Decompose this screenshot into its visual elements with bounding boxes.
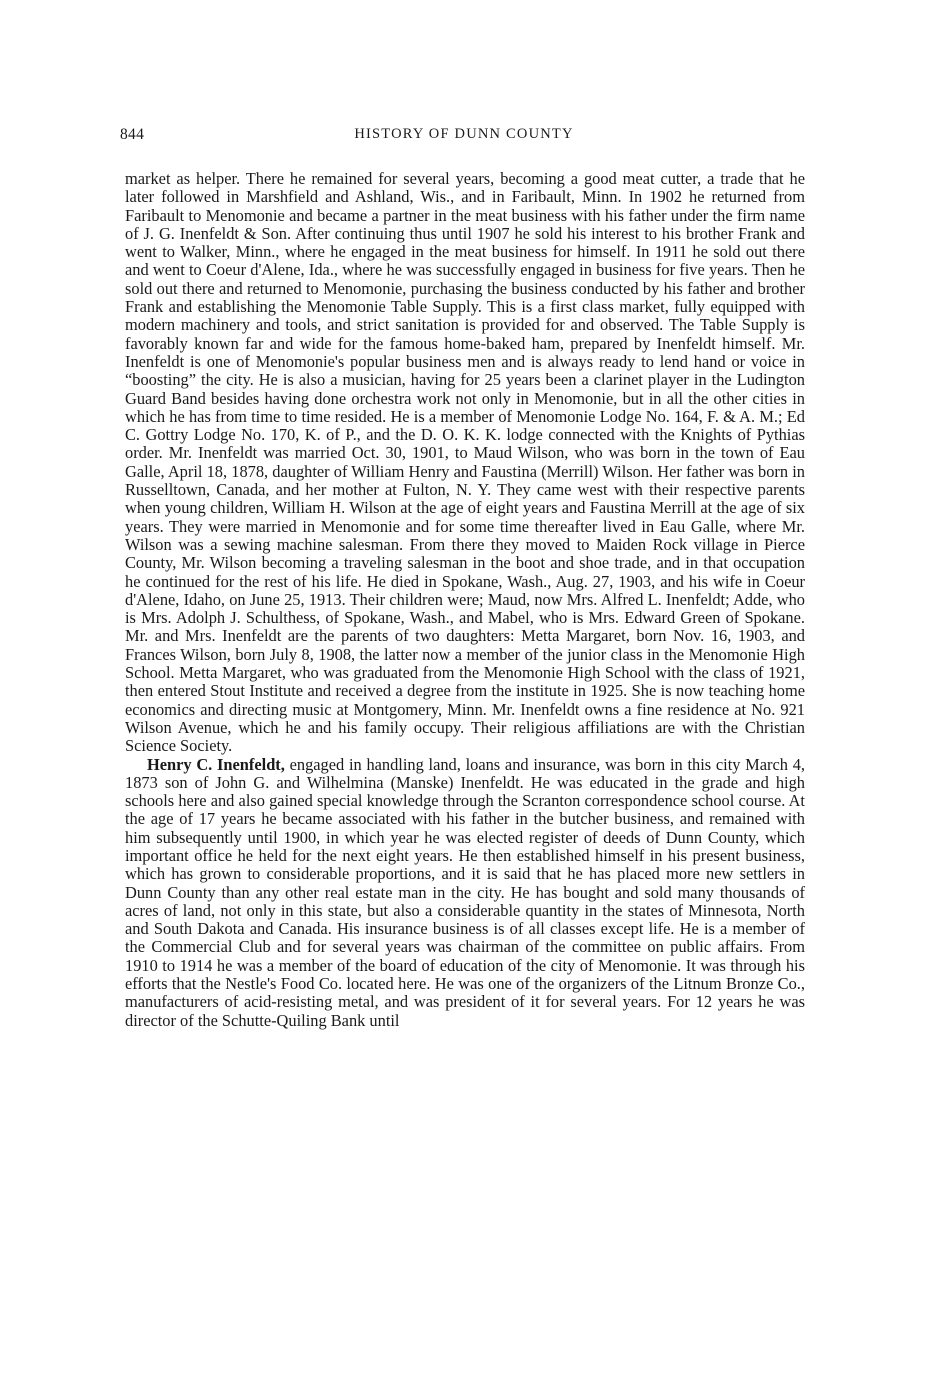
page-number: 844 xyxy=(120,126,145,143)
body-text xyxy=(125,170,805,1030)
biography-paragraph-henry-inenfeldt xyxy=(125,756,805,1030)
page-header xyxy=(120,126,808,150)
paragraph-text: engaged in handling land, loans and insurance, was born in this city March 4, 1873 son of John G. and Wilhelmina (Manske) Inenfeldt. He was educated in the grade and high schools here and also gained special knowledge through the Scranton correspondence school course. At the age of 17 years he became associated with his father in the butcher business, and remained with him subsequently until 1900, in which year he was elected register of deeds of Dunn County, which important office he held for the next eight years. He then established himself in his present business, which has grown to considerable proportions, and it is said that he has placed more new settlers in Dunn County than any other real estate man in the city. He has bought and sold many thousands of acres of land, not only in this state, but also a considerable quantity in the states of Minnesota, North and South Dakota and Canada. His insurance business is of all classes except life. He is a member of the Commercial Club and for several years was chairman of the committee on public affairs. From 1910 to 1914 he was a member of the board of education of the city of Menomonie. It was through his efforts that the Nestle's Food Co. located here. He was one of the organizers of the Litnum Bronze Co., manufacturers of acid-resisting metal, and was president of it for several years. For 12 years he was director of the Schutte-Quiling Bank until xyxy=(125,754,805,1030)
subject-name: Henry C. Inenfeldt, xyxy=(147,754,285,774)
running-title: HISTORY OF DUNN COUNTY xyxy=(354,126,574,142)
biography-paragraph-continued: market as helper. There he remained for several years, becoming a good meat cutter, a trade that he later followed in Marshfield and Ashland, Wis., and in Faribault, Minn. In 1902 he returned from Faribault to Menomonie and became a partner in the meat business with his father under the firm name of J. G. Inenfeldt & Son. After continuing thus until 1907 he sold his interest to his brother Frank and went to Walker, Minn., where he engaged in the meat business for himself. In 1911 he sold out there and went to Coeur d'Alene, Ida., where he was successfully engaged in business for five years. Then he sold out there and returned to Menomonie, purchasing the business conducted by his father and brother Frank and establishing the Menomonie Table Supply. This is a first class market, fully equipped with modern machinery and tools, and strict sanitation is provided for and observed. The Table Supply is favorably known far and wide for the famous home-baked ham, prepared by Inenfeldt himself. Mr. Inenfeldt is one of Menomonie's popular business men and is always ready to lend hand or voice in “boosting” the city. He is also a musician, having for 25 years been a clarinet player in the Ludington Guard Band besides having done orchestra work not only in Menomonie, but in all the other cities in which he has from time to time resided. He is a member of Menomonie Lodge No. 164, F. & A. M.; Ed C. Gottry Lodge No. 170, K. of P., and the D. O. K. K. lodge connected with the Knights of Pythias order. Mr. Inenfeldt was married Oct. 30, 1901, to Maud Wilson, who was born in the town of Eau Galle, April 18, 1878, daughter of William Henry and Faustina (Merrill) Wilson. Her father was born in Russelltown, Canada, and her mother at Fulton, N. Y. They came west with their respective parents when young children, William H. Wilson at the age of eight years and Faustina Merrill at the age of six years. They were married in Menomonie and for some time thereafter lived in Eau Galle, where Mr. Wilson was a sewing machine salesman. From there they moved to Maiden Rock village in Pierce County, Mr. Wilson becoming a traveling salesman in the boot and shoe trade, and in that occupation he continued for the rest of his life. He died in Spokane, Wash., Aug. 27, 1903, and his wife in Coeur d'Alene, Idaho, on June 25, 1913. Their children were; Maud, now Mrs. Alfred L. Inenfeldt; Adde, who is Mrs. Adolph J. Schulthess, of Spokane, Wash., and Mabel, who is Mrs. Edward Green of Spokane. Mr. and Mrs. Inenfeldt are the parents of two daughters: Metta Margaret, born Nov. 16, 1903, and Frances Wilson, born July 8, 1908, the latter now a member of the junior class in the Menomonie High School. Metta Margaret, who was graduated from the Menomonie High School with the class of 1921, then entered Stout Institute and received a degree from the institute in 1925. She is now teaching home economics and directing music at Montgomery, Minn. Mr. Inenfeldt owns a fine residence at No. 921 Wilson Avenue, which he and his family occupy. Their religious affiliations are with the Christian Science Society. xyxy=(125,169,805,756)
